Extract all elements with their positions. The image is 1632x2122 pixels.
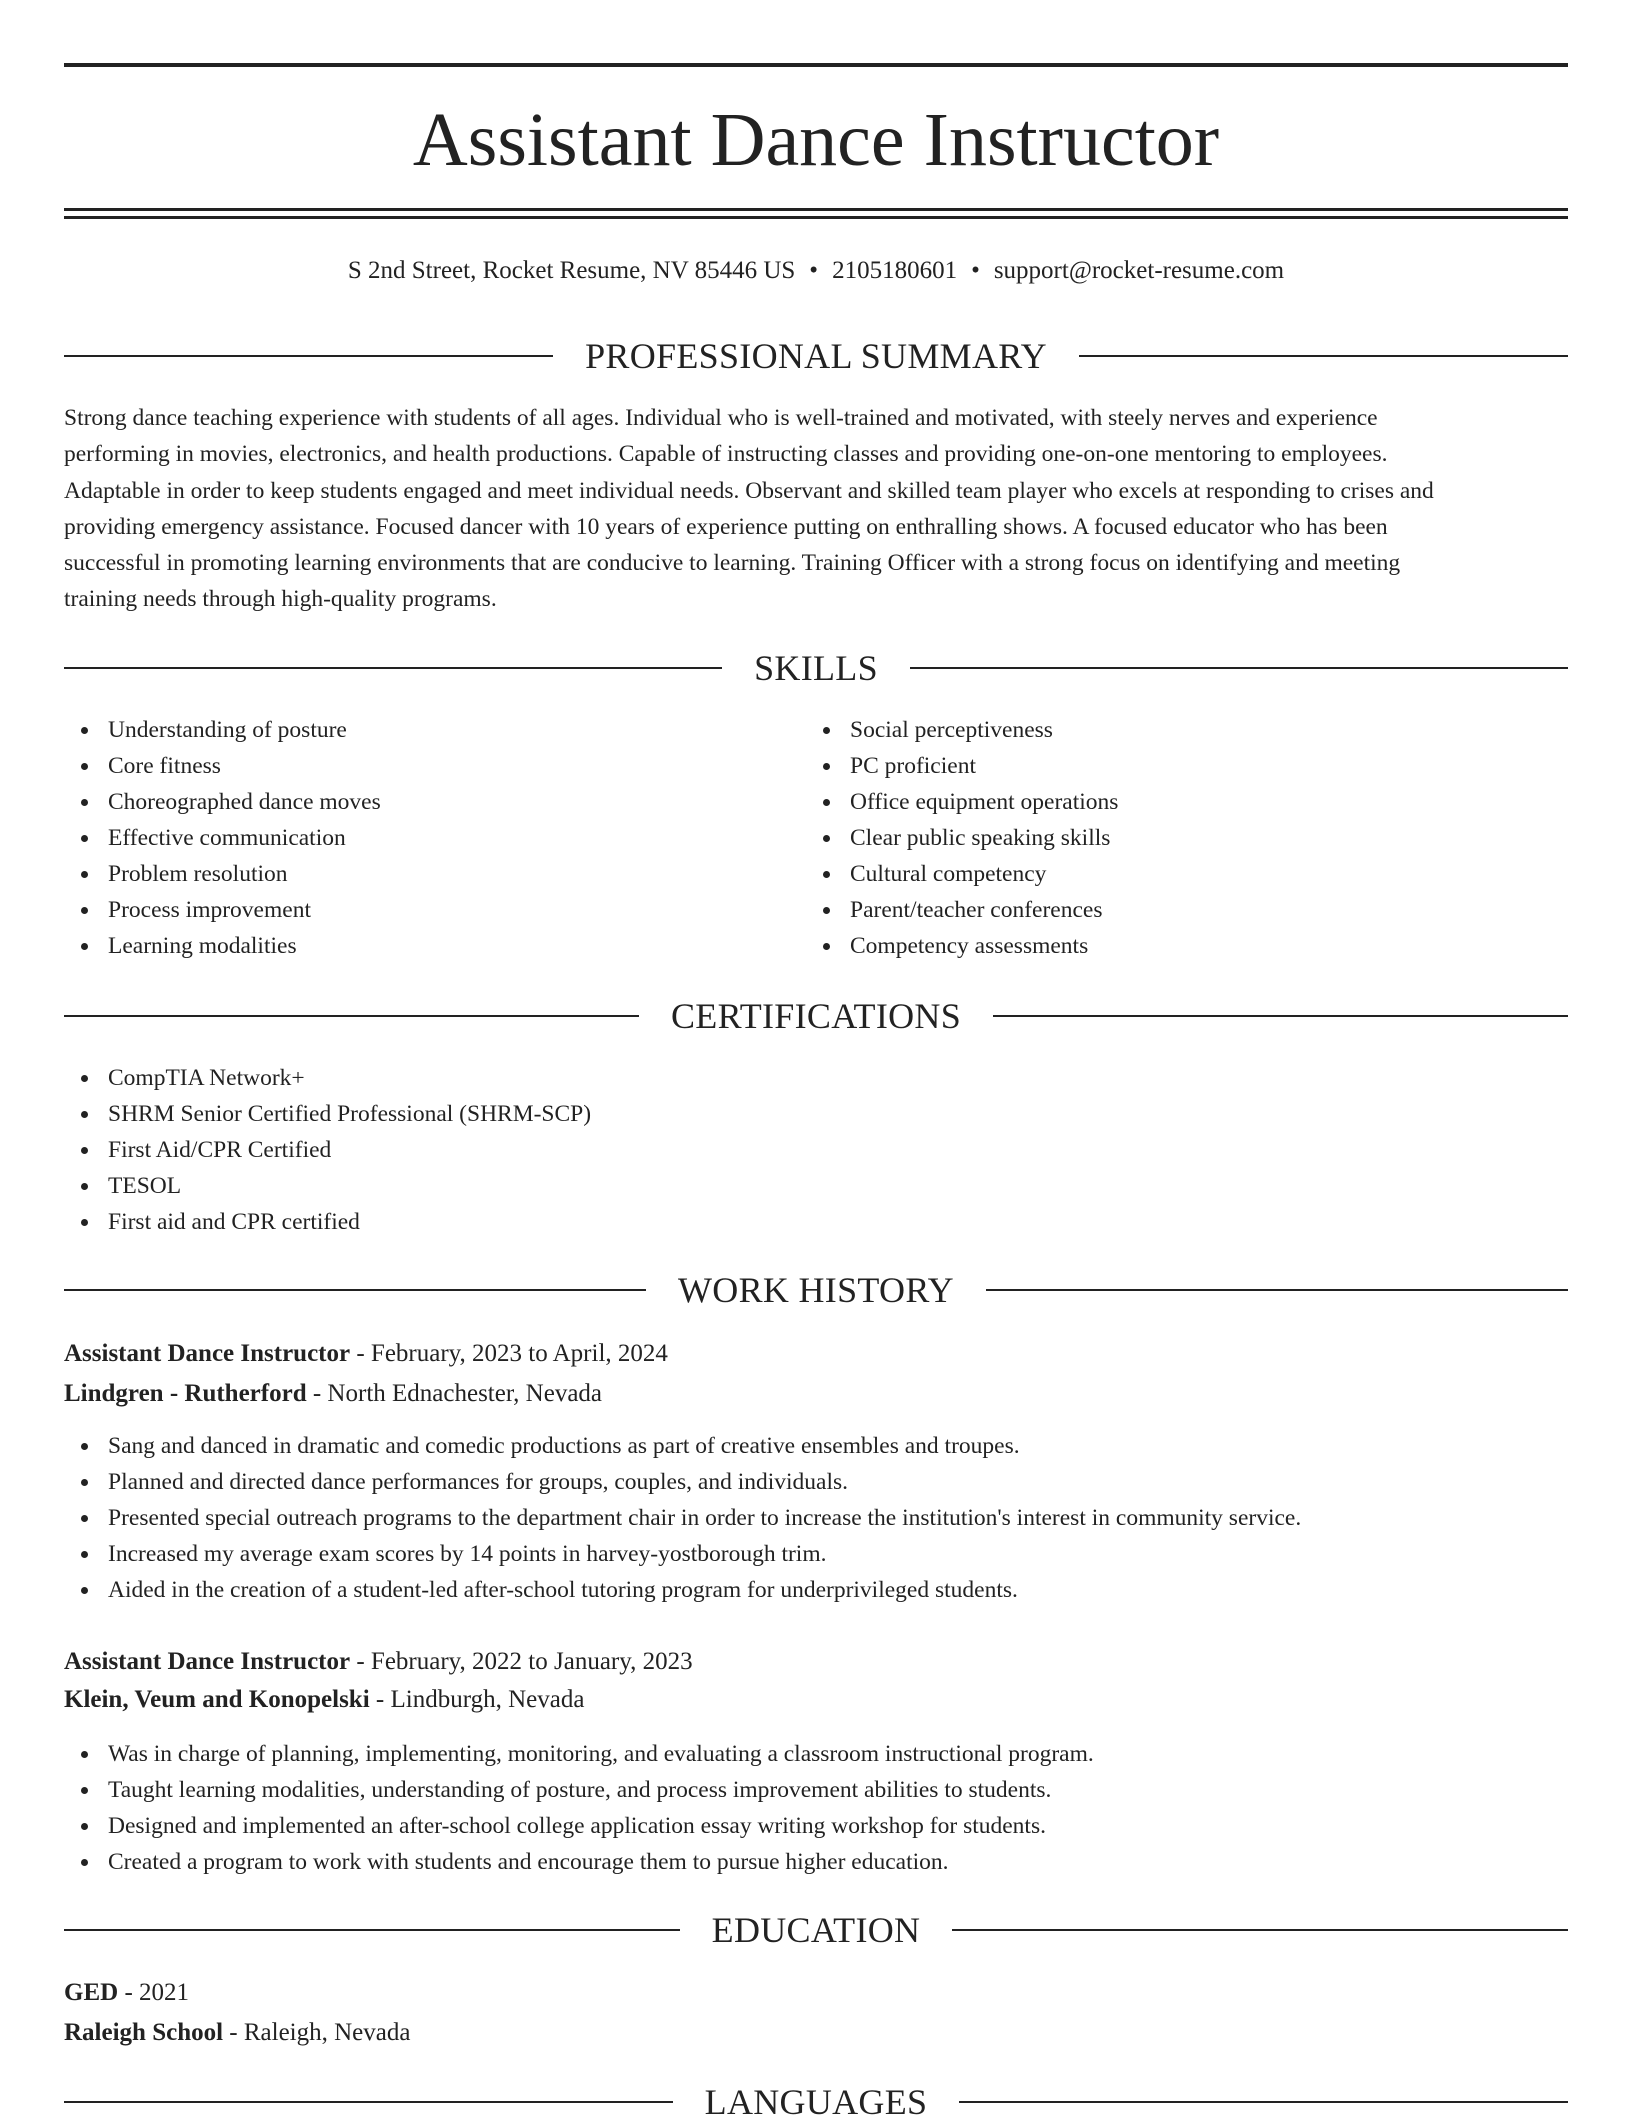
- section-title: SKILLS: [754, 648, 878, 688]
- contact-phone: 2105180601: [832, 257, 958, 284]
- heading-rule: [64, 1929, 680, 1931]
- job-location: - North Ednachester, Nevada: [306, 1380, 603, 1407]
- education-school-line: [64, 2015, 410, 2051]
- job-duty-item: Aided in the creation of a student-led after-school tutoring program for underprivileged students.: [64, 1572, 1301, 1608]
- title-rule-upper: [64, 208, 1568, 211]
- certifications-list: [64, 1060, 591, 1240]
- certification-item: First aid and CPR certified: [64, 1204, 591, 1240]
- education-degree-line: [64, 1975, 189, 2011]
- heading-rule: [986, 1289, 1568, 1291]
- skills-list-left: [64, 712, 381, 964]
- job-company-line: [64, 1682, 584, 1718]
- summary-line: performing in movies, electronics, and health productions. Capable of instructing classes and providing one-on-one mentoring to employees.: [64, 441, 1388, 468]
- skill-item: Clear public speaking skills: [806, 820, 1118, 856]
- section-heading-skills: [64, 648, 1568, 688]
- education-school: Raleigh School: [64, 2019, 224, 2046]
- contact-line: [64, 254, 1568, 288]
- skill-item: Understanding of posture: [64, 712, 381, 748]
- heading-rule: [959, 2101, 1568, 2103]
- summary-line: Adaptable in order to keep students engaged and meet individual needs. Observant and skilled team player who excels at responding to crises and: [64, 477, 1434, 504]
- job-company: Klein, Veum and Konopelski: [64, 1686, 370, 1713]
- skill-item: Social perceptiveness: [806, 712, 1118, 748]
- section-heading-certifications: [64, 996, 1568, 1036]
- skill-item: Parent/teacher conferences: [806, 892, 1118, 928]
- skill-item: Office equipment operations: [806, 784, 1118, 820]
- job-title: Assistant Dance Instructor: [64, 1648, 351, 1675]
- heading-rule: [64, 2101, 673, 2103]
- job-duty-item: Taught learning modalities, understanding of posture, and process improvement abilities to students.: [64, 1772, 1094, 1808]
- job-company-line: [64, 1376, 602, 1412]
- title-rule-lower: [64, 216, 1568, 219]
- skill-item: Process improvement: [64, 892, 381, 928]
- education-location: - Raleigh, Nevada: [223, 2019, 411, 2046]
- top-rule: [64, 63, 1568, 67]
- job-dates: - February, 2023 to April, 2024: [350, 1340, 668, 1367]
- certification-item: TESOL: [64, 1168, 591, 1204]
- job-company: Lindgren - Rutherford: [64, 1380, 307, 1407]
- resume-title: Assistant Dance Instructor: [412, 98, 1220, 182]
- job-duty-item: Planned and directed dance performances for groups, couples, and individuals.: [64, 1464, 1301, 1500]
- contact-address: S 2nd Street, Rocket Resume, NV 85446 US: [347, 257, 796, 284]
- job-duty-item: Designed and implemented an after-school college application essay writing workshop for students.: [64, 1808, 1094, 1844]
- summary-paragraph: [64, 400, 1568, 618]
- section-heading-summary: [64, 336, 1568, 376]
- contact-separator: •: [809, 257, 819, 284]
- job-duty-item: Increased my average exam scores by 14 points in harvey-yostborough trim.: [64, 1536, 1301, 1572]
- summary-line: successful in promoting learning environments that are conducive to learning. Training Officer with a strong focus on identifying and meeting: [64, 550, 1401, 577]
- education-degree: GED: [64, 1979, 119, 2006]
- contact-separator: •: [971, 257, 980, 284]
- skill-item: Competency assessments: [806, 928, 1118, 964]
- summary-line: training needs through high-quality programs.: [64, 586, 497, 613]
- job-duties-list: [64, 1736, 1094, 1880]
- job-duty-item: Sang and danced in dramatic and comedic productions as part of creative ensembles and troupes.: [64, 1428, 1301, 1464]
- job-title-line: [64, 1644, 693, 1680]
- job-duty-item: Was in charge of planning, implementing, monitoring, and evaluating a classroom instructional program.: [64, 1736, 1094, 1772]
- skill-item: Problem resolution: [64, 856, 381, 892]
- heading-rule: [1079, 355, 1568, 357]
- job-title: Assistant Dance Instructor: [64, 1340, 351, 1367]
- section-title: LANGUAGES: [704, 2082, 928, 2122]
- job-duties-list: [64, 1428, 1301, 1608]
- certification-item: CompTIA Network+: [64, 1060, 591, 1096]
- skill-item: PC proficient: [806, 748, 1118, 784]
- job-dates: - February, 2022 to January, 2023: [350, 1648, 693, 1675]
- job-duty-item: Presented special outreach programs to the department chair in order to increase the institution's interest in community service.: [64, 1500, 1301, 1536]
- section-heading-education: [64, 1910, 1568, 1950]
- skill-item: Choreographed dance moves: [64, 784, 381, 820]
- contact-email: support@rocket-resume.com: [993, 257, 1285, 284]
- certification-item: SHRM Senior Certified Professional (SHRM-SCP): [64, 1096, 591, 1132]
- skill-item: Core fitness: [64, 748, 381, 784]
- heading-rule: [64, 1289, 646, 1291]
- skill-item: Learning modalities: [64, 928, 381, 964]
- summary-line: Strong dance teaching experience with students of all ages. Individual who is well-trained and motivated, with steely nerves and experience: [64, 405, 1378, 431]
- section-title: PROFESSIONAL SUMMARY: [585, 336, 1047, 376]
- heading-rule: [952, 1929, 1568, 1931]
- skill-item: Effective communication: [64, 820, 381, 856]
- education-year: - 2021: [118, 1979, 190, 2006]
- skill-item: Cultural competency: [806, 856, 1118, 892]
- certification-item: First Aid/CPR Certified: [64, 1132, 591, 1168]
- section-title: WORK HISTORY: [678, 1270, 954, 1310]
- job-duty-item: Created a program to work with students and encourage them to pursue higher education.: [64, 1844, 1094, 1880]
- skills-list-right: [806, 712, 1118, 964]
- summary-line: providing emergency assistance. Focused dancer with 10 years of experience putting on enthralling shows. A focused educator who has been: [64, 513, 1388, 540]
- job-title-line: [64, 1336, 668, 1372]
- heading-rule: [64, 355, 553, 357]
- heading-rule: [910, 667, 1568, 669]
- section-heading-languages: [64, 2082, 1568, 2122]
- job-location: - Lindburgh, Nevada: [369, 1686, 585, 1713]
- section-title: CERTIFICATIONS: [670, 996, 962, 1036]
- heading-rule: [64, 667, 722, 669]
- section-title: EDUCATION: [711, 1910, 921, 1950]
- section-heading-work-history: [64, 1270, 1568, 1310]
- heading-rule: [993, 1015, 1568, 1017]
- heading-rule: [64, 1015, 639, 1017]
